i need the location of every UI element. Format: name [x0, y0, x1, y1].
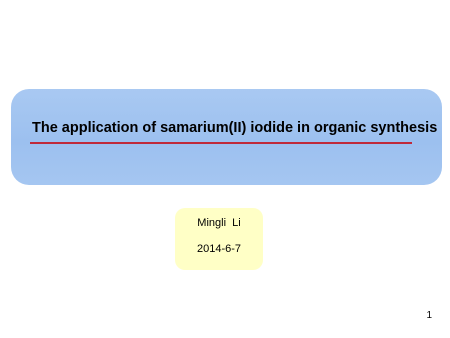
presentation-date: 2014-6-7 [196, 243, 242, 255]
page-number: 1 [426, 310, 432, 321]
title-panel [11, 89, 442, 185]
title-underline [30, 142, 412, 144]
slide-title: The application of samarium(II) iodide in organic synthesis [32, 120, 438, 136]
author-name: Mingli Li [197, 217, 241, 229]
